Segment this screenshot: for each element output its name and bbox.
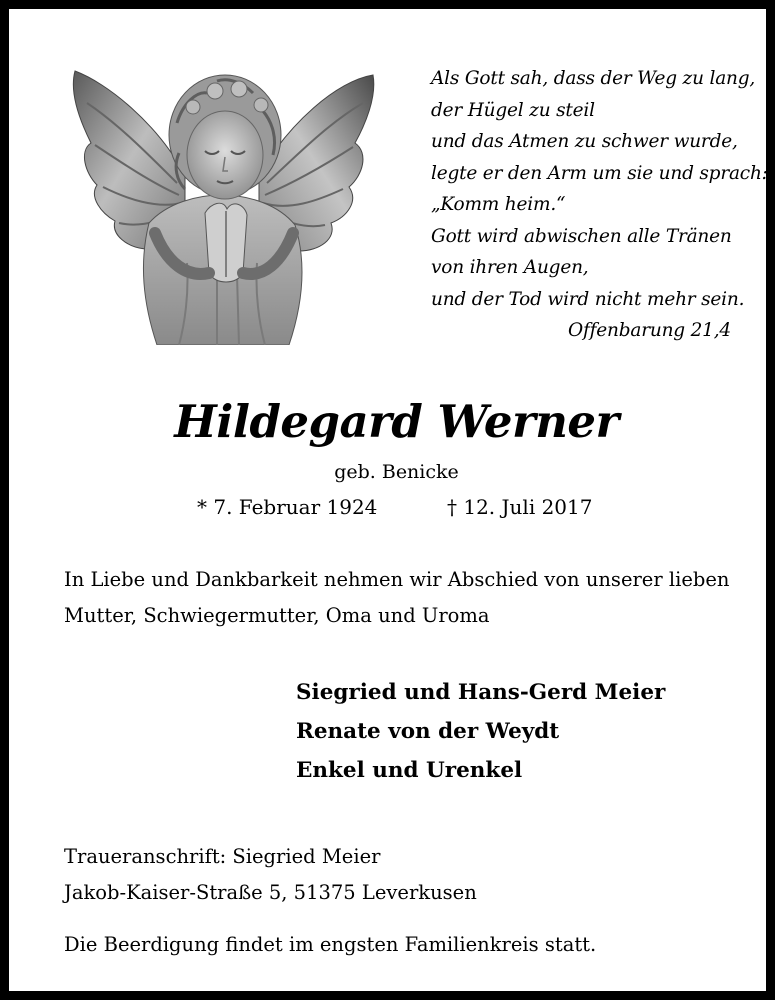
poem-line: Gott wird abwischen alle Tränen — [431, 225, 732, 247]
deceased-name: Hildegard Werner — [174, 395, 619, 448]
poem-line: „Komm heim.“ — [431, 194, 566, 215]
address-line: Traueranschrift: Siegried Meier — [64, 845, 381, 868]
birth-date: * 7. Februar 1924 — [197, 495, 378, 519]
poem-line: legte er den Arm um sie und sprach: — [431, 162, 768, 184]
poem-reference: Offenbarung 21,4 — [568, 320, 731, 341]
birth-name: geb. Benicke — [334, 461, 459, 483]
farewell-text — [64, 562, 744, 634]
angel-statue-icon — [67, 63, 379, 345]
poem-line: der Hügel zu steil — [431, 99, 595, 121]
poem-line: von ihren Augen, — [431, 257, 589, 278]
funeral-note: Die Beerdigung findet im engsten Familienkreis statt. — [64, 933, 597, 956]
address-line: Jakob-Kaiser-Straße 5, 51375 Leverkusen — [64, 881, 477, 904]
mourner-name: Enkel und Urenkel — [296, 758, 523, 783]
mourners-list — [296, 673, 665, 790]
mourner-name: Renate von der Weydt — [296, 719, 560, 744]
mourner-name: Siegried und Hans-Gerd Meier — [296, 680, 666, 705]
farewell-line: Mutter, Schwiegermutter, Oma und Uroma — [64, 604, 490, 627]
farewell-line: In Liebe und Dankbarkeit nehmen wir Abschied von unserer lieben — [64, 568, 730, 591]
bible-verse-poem — [431, 63, 768, 347]
death-date: † 12. Juli 2017 — [447, 495, 593, 519]
mourning-address — [64, 839, 477, 911]
poem-line: und der Tod wird nicht mehr sein. — [431, 288, 745, 310]
poem-line: und das Atmen zu schwer wurde, — [431, 131, 738, 152]
poem-line: Als Gott sah, dass der Weg zu lang, — [431, 68, 756, 89]
